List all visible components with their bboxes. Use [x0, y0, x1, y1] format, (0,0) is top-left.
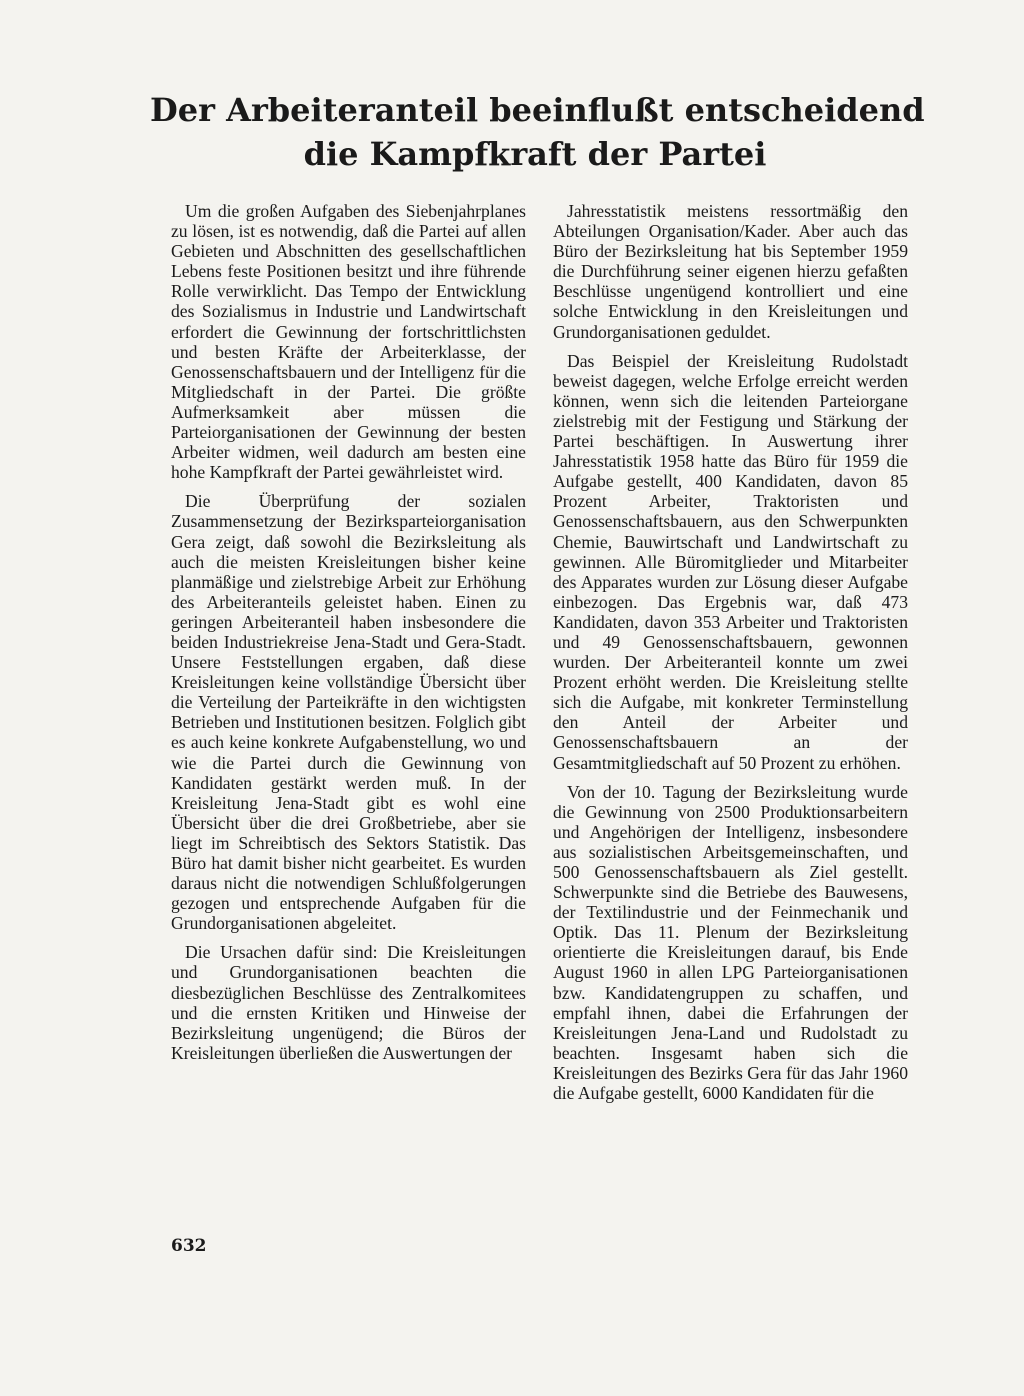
paragraph: Die Überprüfung der sozialen Zusammensetzung der Bezirksparteiorganisation Gera zeigt, daß sowohl die Bezirksleitung als auch die meisten Kreisleitungen bisher keine planmäßige und zielstrebige Arbeit zur Erhöhung des Arbeiteranteils geleistet haben. Einen zu geringen Arbeiteranteil haben insbesondere die beiden Industriekreise Jena-Stadt und Gera-Stadt. Unsere Feststellungen ergaben, daß diese Kreisleitungen keine vollständige Übersicht über die Verteilung der Parteikräfte in den wichtigsten Betrieben und Institutionen besitzen. Folglich gibt es auch keine konkrete Aufgabenstellung, wo und wie die Partei durch die Gewinnung von Kandidaten gestärkt werden muß. In der Kreisleitung Jena-Stadt gibt es wohl eine Übersicht über die drei Großbetriebe, aber sie liegt im Schreibtisch des Sektors Statistik. Das Büro hat damit bisher nicht gearbeitet. Es wurden daraus nicht die notwendigen Schlußfolgerungen gezogen und entsprechende Aufgaben für die Grundorganisationen abgeleitet.: [171, 491, 526, 934]
title-line-2: die Kampfkraft der Partei: [303, 135, 767, 173]
page-number: 632: [171, 1236, 207, 1256]
right-column: [553, 201, 908, 1112]
paragraph: Die Ursachen dafür sind: Die Kreisleitungen und Grundorganisationen beachten die diesbezüglichen Beschlüsse des Zentralkomitees und die ernsten Kritiken und Hinweise der Bezirksleitung ungenügend; die Büros der Kreisleitungen überließen die Auswertungen der: [171, 942, 526, 1063]
article-title: [150, 88, 925, 176]
left-column: [171, 201, 526, 1072]
paragraph: Von der 10. Tagung der Bezirksleitung wurde die Gewinnung von 2500 Produktionsarbeitern und Angehörigen der Intelligenz, insbesondere aus sozialistischen Arbeitsgemeinschaften, und 500 Genossenschaftsbauern als Ziel gestellt. Schwerpunkte sind die Betriebe des Bauwesens, der Textilindustrie und der Feinmechanik und Optik. Das 11. Plenum der Bezirksleitung orientierte die Kreisleitungen darauf, bis Ende August 1960 in allen LPG Parteiorganisationen bzw. Kandidatengruppen zu schaffen, und empfahl ihnen, dabei die Erfahrungen der Kreisleitungen Jena-Land und Rudolstadt zu beachten. Insgesamt haben sich die Kreisleitungen des Bezirks Gera für das Jahr 1960 die Aufgabe gestellt, 6000 Kandidaten für die: [553, 781, 908, 1104]
paragraph: Das Beispiel der Kreisleitung Rudolstadt beweist dagegen, welche Erfolge erreicht werden können, wenn sich die leitenden Parteiorgane zielstrebig mit der Festigung und Stärkung der Partei beschäftigen. In Auswertung ihrer Jahresstatistik 1958 hatte das Büro für 1959 die Aufgabe gestellt, 400 Kandidaten, davon 85 Prozent Arbeiter, Traktoristen und Genossenschaftsbauern, aus den Schwerpunkten Chemie, Bauwirtschaft und Landwirtschaft zu gewinnen. Alle Büromitglieder und Mitarbeiter des Apparates wurden zur Lösung dieser Aufgabe einbezogen. Das Ergebnis war, daß 473 Kandidaten, davon 353 Arbeiter und Traktoristen und 49 Genossenschaftsbauern, gewonnen wurden. Der Arbeiteranteil konnte um zwei Prozent erhöht werden. Die Kreisleitung stellte sich die Aufgabe, mit konkreter Terminstellung den Anteil der Arbeiter und Genossenschaftsbauern an der Gesamtmitgliedschaft auf 50 Prozent zu erhöhen.: [553, 350, 908, 773]
title-line-1: Der Arbeiteranteil beeinflußt entscheidend: [150, 91, 925, 129]
paragraph: Jahresstatistik meistens ressortmäßig den Abteilungen Organisation/Kader. Aber auch das Büro der Bezirksleitung hat bis September 1959 die Durchführung seiner eigenen hierzu gefaßten Beschlüsse ungenügend kontrolliert und eine solche Entwicklung in den Kreisleitungen und Grundorganisationen geduldet.: [553, 201, 908, 342]
paragraph: Um die großen Aufgaben des Siebenjahrplanes zu lösen, ist es notwendig, daß die Partei auf allen Gebieten und Abschnitten des gesellschaftlichen Lebens feste Positionen besitzt und ihre führende Rolle verwirklicht. Das Tempo der Entwicklung des Sozialismus in Industrie und Landwirtschaft erfordert die Gewinnung der fortschrittlichsten und besten Kräfte der Arbeiterklasse, der Genossenschaftsbauern und der Intelligenz für die Mitgliedschaft in der Partei. Die größte Aufmerksamkeit aber müssen die Parteiorganisationen der Gewinnung der besten Arbeiter widmen, weil dadurch am besten eine hohe Kampfkraft der Partei gewährleistet wird.: [171, 201, 526, 483]
